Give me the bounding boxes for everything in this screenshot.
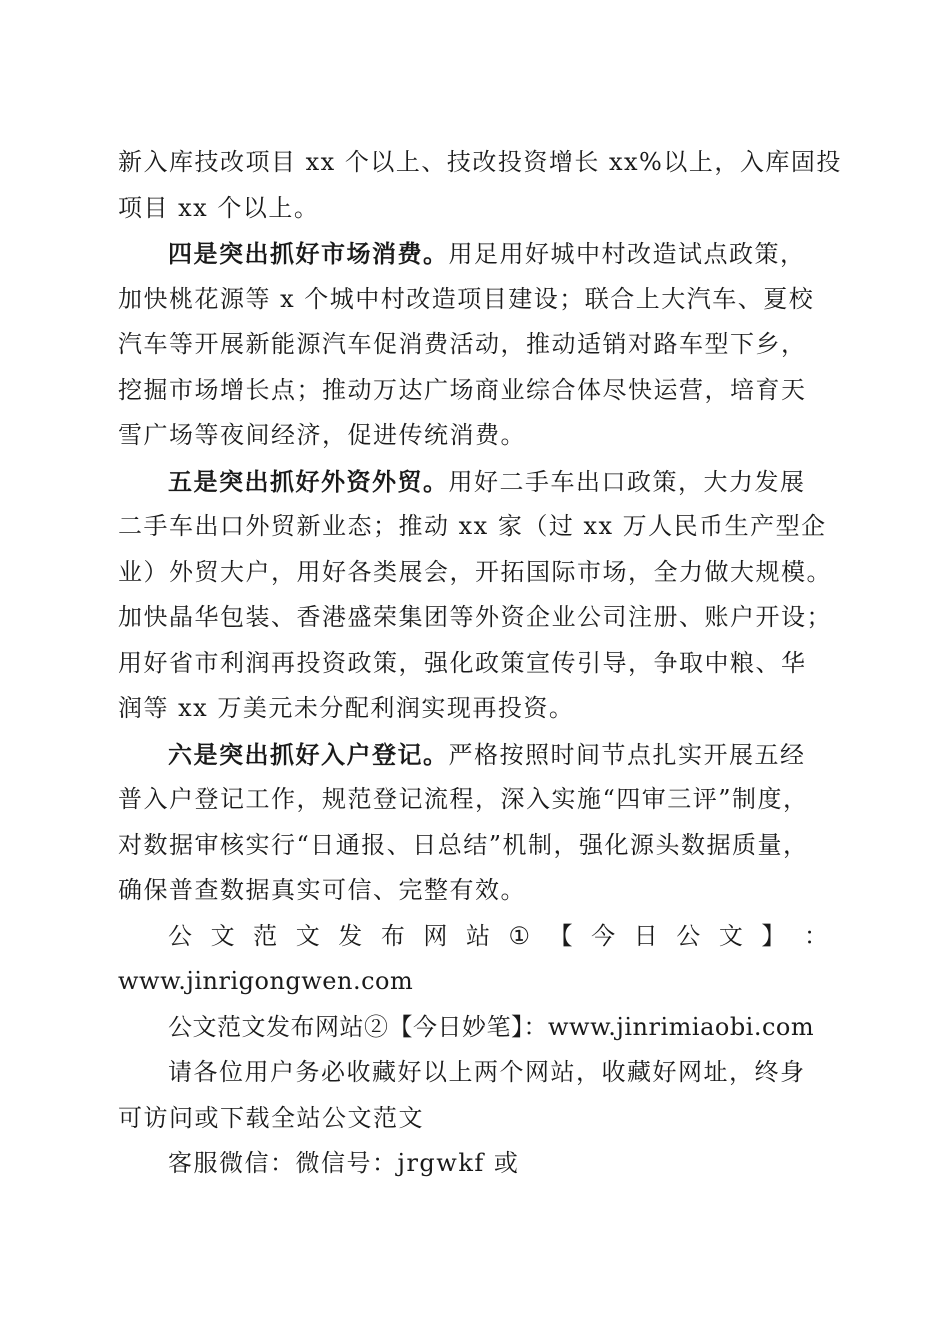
footer-site-1-line	[118, 914, 828, 960]
footer-site-1-char: ：	[803, 921, 828, 950]
paragraph-4-line-2: 加快桃花源等 x 个城中村改造项目建设；联合上大汽车、夏校	[118, 284, 815, 313]
paragraph-4-line-1	[118, 231, 828, 277]
paragraph-3-line-2: 项目 xx 个以上。	[118, 193, 320, 222]
footer-site-1-char: 网	[423, 921, 448, 950]
paragraph-4-line-5: 雪广场等夜间经济，促进传统消费。	[118, 421, 526, 449]
footer-site-1-char: 发	[338, 921, 363, 950]
footer-site-1-char: 公	[676, 921, 701, 950]
footer-notice-line-2: 可访问或下载全站公文范文	[118, 1103, 424, 1132]
paragraph-4-line-4: 挖掘市场增长点；推动万达广场商业综合体尽快运营，培育天	[118, 375, 807, 404]
footer-site-1-char: ①	[508, 921, 531, 950]
footer-wechat: 客服微信：微信号：jrgwkf 或	[168, 1149, 520, 1177]
footer-site-1-char: 公	[168, 921, 192, 950]
paragraph-5-line-1-text: 用好二手车出口政策，大力发展	[448, 467, 806, 496]
paragraph-6-line-3: 对数据审核实行“日通报、日总结”机制，强化源头数据质量，	[118, 830, 809, 859]
paragraph-5-line-5: 用好省市利润再投资政策，强化政策宣传引导，争取中粮、华	[118, 648, 807, 677]
footer-site-1-char: 今	[591, 921, 616, 950]
footer-site-1-char: 布	[380, 921, 405, 950]
paragraph-5-line-3: 业）外贸大户，用好各类展会，开拓国际市场，全力做大规模。	[118, 557, 832, 586]
paragraph-4-heading: 四是突出抓好市场消费。	[168, 239, 449, 268]
footer-site-1-char: 日	[633, 921, 658, 950]
footer-site-1-char: 文	[718, 921, 743, 950]
paragraph-4-line-3: 汽车等开展新能源汽车促消费活动，推动适销对路车型下乡，	[118, 330, 807, 358]
paragraph-6-heading: 六是突出抓好入户登记。	[168, 739, 449, 769]
paragraph-5-heading: 五是突出抓好外资外贸。	[168, 466, 449, 496]
footer-site-1-char: 【	[548, 921, 573, 950]
paragraph-5-line-2: 二手车出口外贸新业态；推动 xx 家（过 xx 万人民币生产型企	[118, 512, 827, 540]
document-page	[118, 140, 842, 1187]
footer-site-1-char: 文	[295, 921, 320, 950]
footer-site-1-char: 】	[761, 921, 786, 950]
paragraph-6-line-2: 普入户登记工作，规范登记流程，深入实施“四审三评”制度，	[118, 785, 809, 813]
paragraph-5-line-4: 加快晶华包装、香港盛荣集团等外资企业公司注册、账户开设；	[118, 603, 832, 631]
paragraph-6-line-4: 确保普查数据真实可信、完整有效。	[118, 876, 526, 904]
footer-site-2: 公文范文发布网站②【今日妙笔】：www.jinrimiaobi.com	[168, 1012, 815, 1041]
paragraph-6-line-1-text: 严格按照时间节点扎实开展五经	[448, 740, 806, 769]
footer-site-1-char: 范	[253, 921, 278, 950]
footer-site-1-url[interactable]: www.jinrigongwen.com	[118, 967, 414, 995]
paragraph-6-line-1	[118, 732, 828, 778]
paragraph-5-line-1	[118, 459, 828, 505]
footer-site-1-char: 文	[210, 921, 235, 950]
paragraph-4-line-1-text: 用足用好城中村改造试点政策，	[448, 240, 806, 268]
footer-site-1-char: 站	[465, 921, 490, 950]
paragraph-3-line-1: 新入库技改项目 xx 个以上、技改投资增长 xx%以上，入库固投	[118, 148, 842, 176]
paragraph-5-line-6: 润等 xx 万美元未分配利润实现再投资。	[118, 694, 575, 722]
footer-notice-line-1: 请各位用户务必收藏好以上两个网站，收藏好网址，终身	[168, 1058, 806, 1086]
